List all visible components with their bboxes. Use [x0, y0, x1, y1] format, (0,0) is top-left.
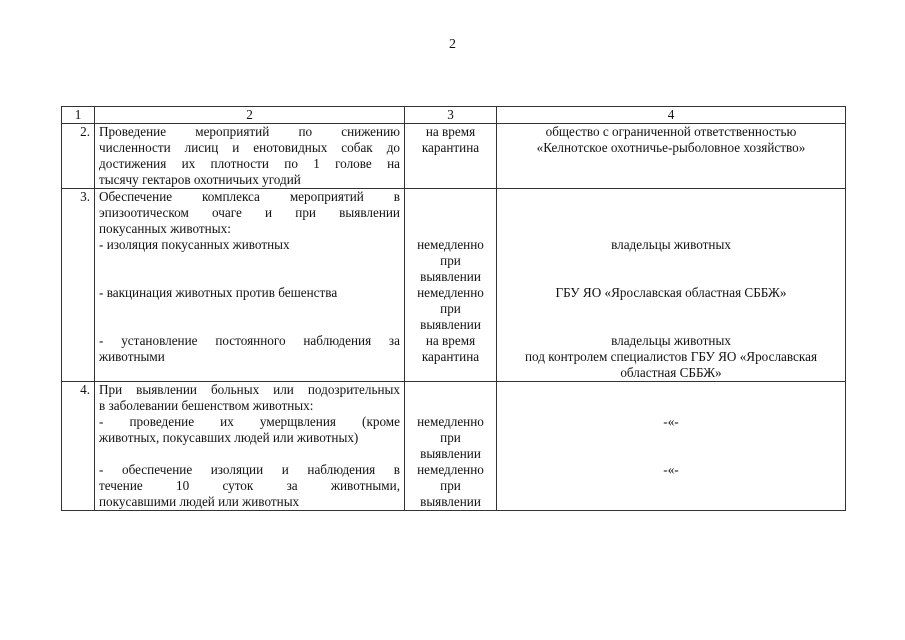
text-line: при: [440, 301, 461, 316]
text-line: -«-: [663, 414, 679, 429]
text-line: Проведение мероприятий по снижению: [99, 124, 400, 139]
text-line: под контролем специалистов ГБУ ЯО «Ярославская: [524, 349, 818, 364]
measure-description: [95, 189, 405, 382]
text-line: животными: [99, 349, 165, 364]
row-number: 3.: [62, 189, 95, 382]
sub-measure: - вакцинация животных против бешенства: [99, 285, 338, 300]
column-header-4: 4: [497, 107, 846, 124]
text-line: выявлении: [420, 317, 481, 332]
text-line: «Келнотское охотничье-рыболовное хозяйство»: [536, 140, 806, 155]
text-line: на время: [425, 124, 476, 139]
text-line: выявлении: [420, 494, 481, 509]
column-header-3: 3: [405, 107, 497, 124]
row-number: 4.: [62, 382, 95, 511]
text-line: достижения их плотности по 1 голове на: [99, 156, 400, 171]
text-line: владельцы животных: [611, 237, 731, 252]
text-line: немедленно: [417, 237, 484, 252]
sub-measure: - изоляция покусанных животных: [99, 237, 290, 252]
table-row: [62, 382, 846, 511]
text-line: -«-: [663, 462, 679, 477]
measure-deadline: [405, 189, 497, 382]
text-line: немедленно: [417, 285, 484, 300]
page-number: 2: [449, 37, 456, 52]
text-line: выявлении: [420, 269, 481, 284]
text-line: на время: [425, 333, 476, 348]
table-row: [62, 124, 846, 189]
table-header-row: [62, 107, 846, 124]
measure-description: [95, 124, 405, 189]
text-line: общество с ограниченной ответственностью: [545, 124, 797, 139]
measure-responsible: [497, 189, 846, 382]
column-header-1: 1: [62, 107, 95, 124]
text-line: карантина: [421, 140, 480, 155]
text-line: карантина: [421, 349, 480, 364]
measure-responsible: [497, 382, 846, 511]
text-line: покусавшими людей или животных: [99, 494, 300, 509]
text-line: областная СББЖ»: [620, 365, 722, 380]
text-line: при: [440, 478, 461, 493]
measure-deadline: [405, 382, 497, 511]
text-line: в заболевании бешенством животных:: [99, 398, 314, 413]
measure-responsible: [497, 124, 846, 189]
table-row: [62, 189, 846, 382]
text-line: при: [440, 430, 461, 445]
column-header-2: 2: [95, 107, 405, 124]
measure-deadline: [405, 124, 497, 189]
text-line: Обеспечение комплекса мероприятий в: [99, 189, 400, 204]
text-line: численности лисиц и енотовидных собак до: [99, 140, 400, 155]
text-line: ГБУ ЯО «Ярославская областная СББЖ»: [555, 285, 787, 300]
text-line: животных, покусавших людей или животных): [99, 430, 359, 445]
text-line: течение 10 суток за животными,: [99, 478, 400, 493]
text-line: выявлении: [420, 446, 481, 461]
text-line: при: [440, 253, 461, 268]
row-number: 2.: [62, 124, 95, 189]
text-line: тысячу гектаров охотничьих угодий: [99, 172, 301, 187]
measure-description: [95, 382, 405, 511]
text-line: владельцы животных: [611, 333, 731, 348]
measures-table: [61, 106, 846, 511]
sub-measure: - обеспечение изоляции и наблюдения в: [99, 462, 400, 477]
text-line: немедленно: [417, 462, 484, 477]
text-line: При выявлении больных или подозрительных: [99, 382, 400, 397]
sub-measure: - проведение их умерщвления (кроме: [99, 414, 400, 429]
sub-measure: - установление постоянного наблюдения за: [99, 333, 400, 348]
text-line: покусанных животных:: [99, 221, 231, 236]
text-line: немедленно: [417, 414, 484, 429]
text-line: эпизоотическом очаге и при выявлении: [99, 205, 400, 220]
